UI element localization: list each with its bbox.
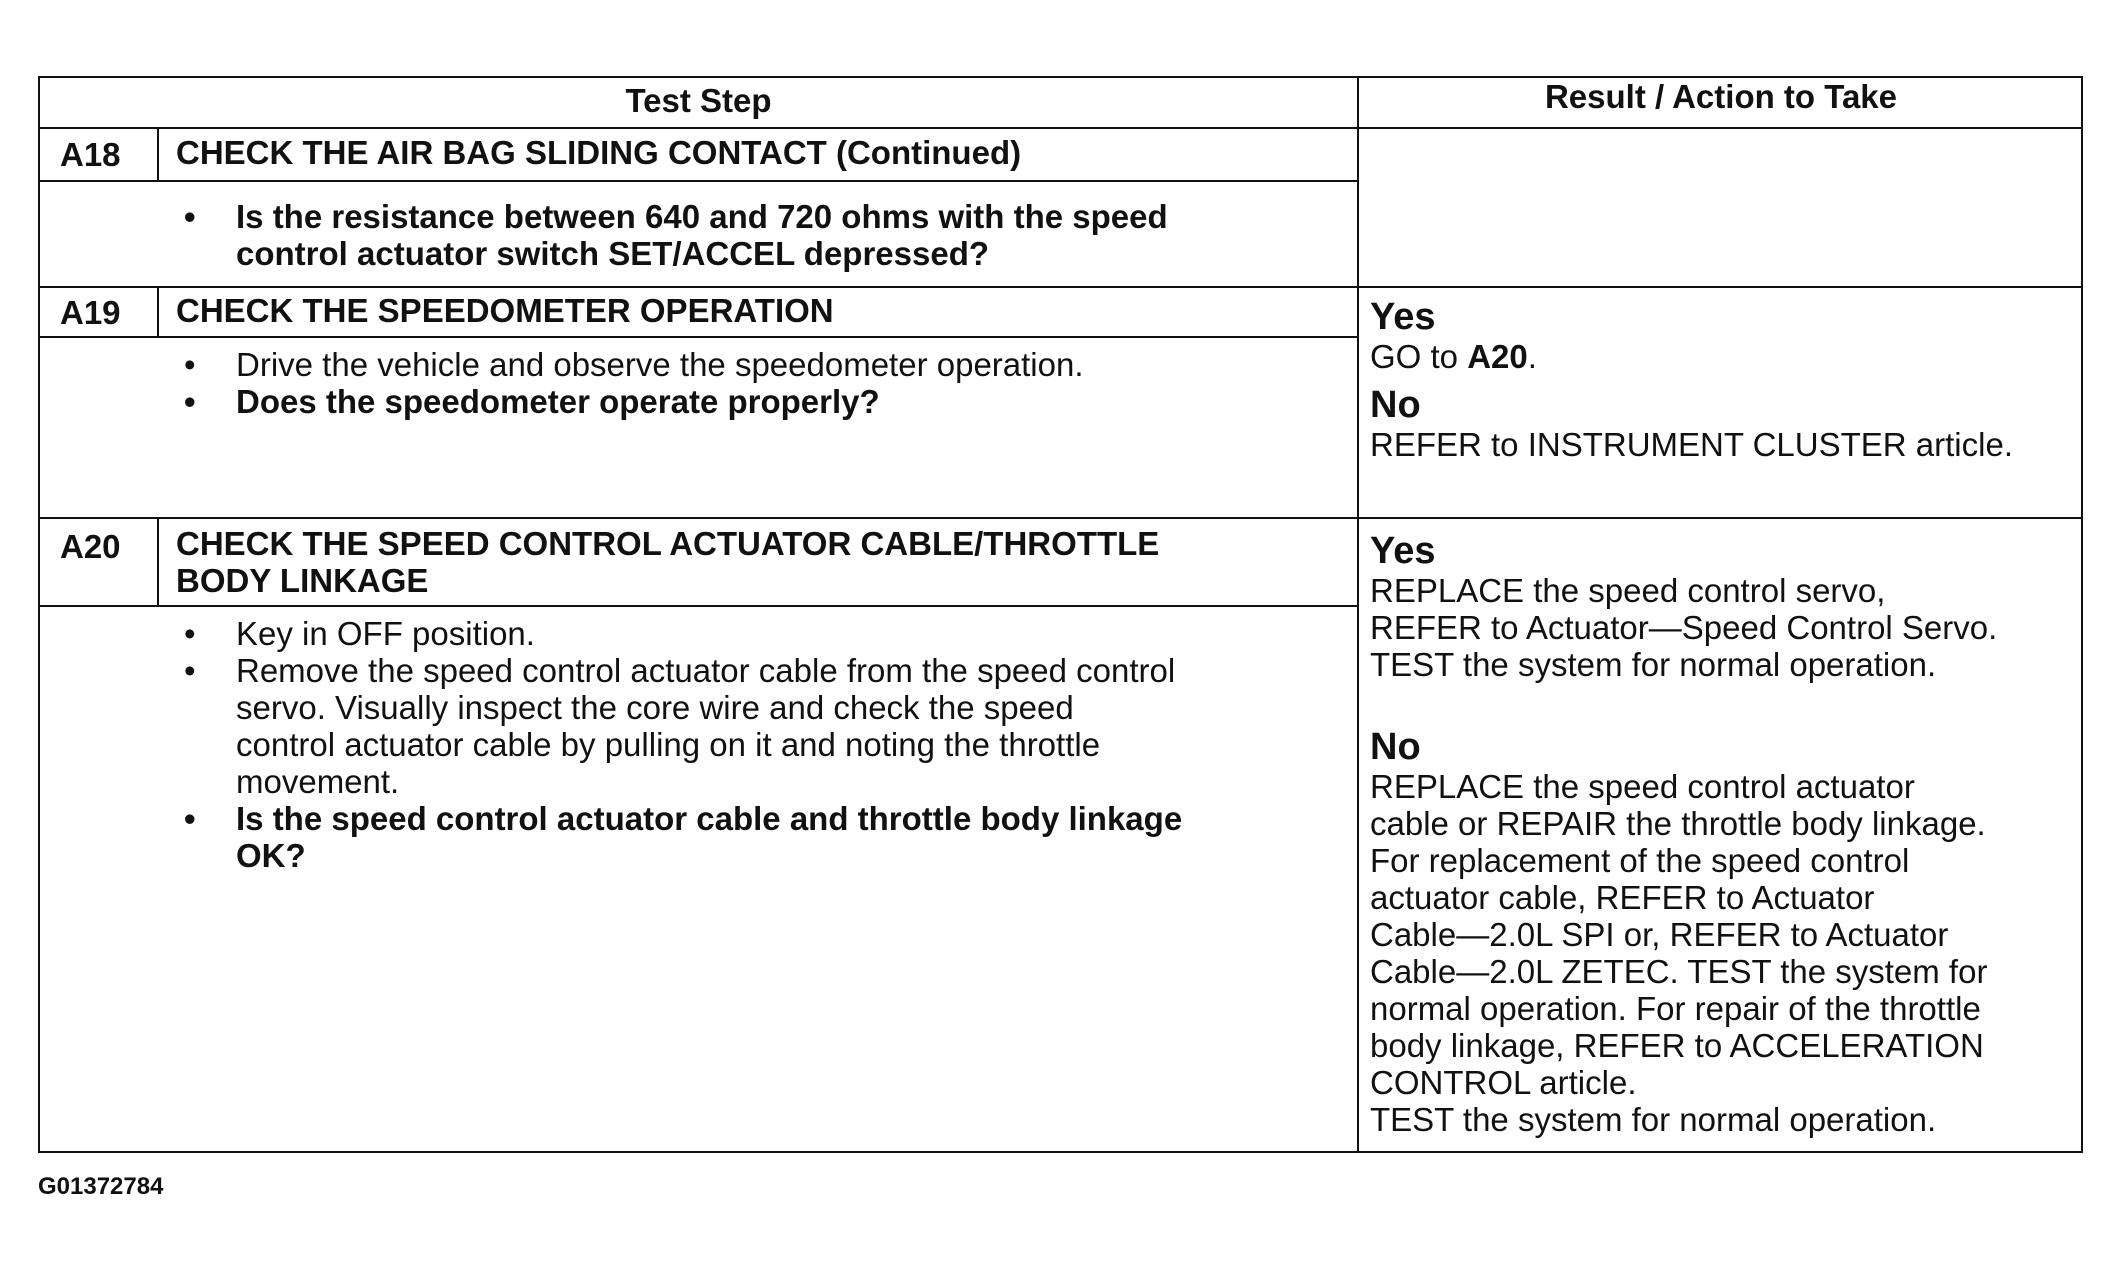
result-no-text-a19: REFER to INSTRUMENT CLUSTER article. <box>1370 426 2013 463</box>
question-a19: • Does the speedometer operate properly? <box>176 383 1084 420</box>
header-test-step: Test Step <box>625 82 772 119</box>
question-a20: • Is the speed control actuator cable and throttle body linkage OK? <box>176 800 1182 874</box>
instruction-a19: • Drive the vehicle and observe the speedometer operation. <box>176 346 1084 383</box>
header-rule <box>40 127 2083 129</box>
title-rule-a20 <box>40 605 1357 607</box>
result-no-text-a20: REPLACE the speed control actuator cable or REPAIR the throttle body linkage. For replacement of the speed control actuator cable, REFER to Actuator Cable—2.0L SPI or, REFER to Actuator Cable—2.0L ZETEC. TEST the system for normal operation. For repair of the throttle body linkage, REFER to ACCELERATION CONTROL article. TEST the system for normal operation. <box>1370 768 1988 1138</box>
step-title-a18: CHECK THE AIR BAG SLIDING CONTACT (Continued) <box>176 134 1022 171</box>
column-divider <box>1357 78 1359 1153</box>
row-rule-a19 <box>40 286 2083 288</box>
step-id-a18: A18 <box>60 136 121 173</box>
title-rule-a19 <box>40 336 1357 338</box>
result-no-label-a19: No <box>1370 384 1421 426</box>
step-bullets-a18 <box>176 198 1168 272</box>
result-yes-text-a19: GO to A20. <box>1370 338 1537 375</box>
result-yes-label-a19: Yes <box>1370 296 1436 338</box>
step-bullets-a19 <box>176 346 1084 420</box>
step-title-a19: CHECK THE SPEEDOMETER OPERATION <box>176 292 834 329</box>
header-result-action: Result / Action to Take <box>1544 78 1898 115</box>
step-id-divider <box>157 519 159 607</box>
result-yes-text-a20: REPLACE the speed control servo, REFER to Actuator—Speed Control Servo. TEST the system for normal operation. <box>1370 572 1998 683</box>
row-rule-a20 <box>40 517 2083 519</box>
step-id-a19: A19 <box>60 294 121 331</box>
instruction-a20-key: • Key in OFF position. <box>176 615 1182 652</box>
diagnostic-table <box>38 76 2083 1153</box>
step-bullets-a20 <box>176 615 1182 874</box>
question-a18: • Is the resistance between 640 and 720 ohms with the speed control actuator switch SET/ACCEL depressed? <box>176 198 1168 272</box>
step-id-a20: A20 <box>60 528 121 565</box>
step-id-divider <box>157 288 159 338</box>
result-yes-label-a20: Yes <box>1370 530 1436 572</box>
step-title-a20: CHECK THE SPEED CONTROL ACTUATOR CABLE/THROTTLE BODY LINKAGE <box>176 525 1160 599</box>
step-id-divider <box>157 129 159 182</box>
title-rule-a18 <box>40 180 1357 182</box>
figure-id: G01372784 <box>38 1173 164 1200</box>
instruction-a20-remove: • Remove the speed control actuator cable from the speed control servo. Visually inspect the core wire and check the speed control actuator cable by pulling on it and noting the throttle movement. <box>176 652 1182 800</box>
result-no-label-a20: No <box>1370 726 1421 768</box>
